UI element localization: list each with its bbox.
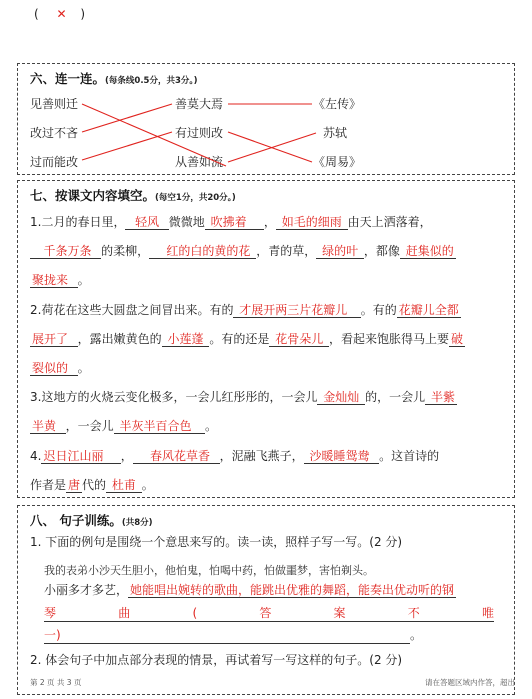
q7-1-line2: [30, 244, 456, 259]
q7-1-blank-7: [400, 244, 456, 259]
q8-1-answer-char-5: 不: [407, 606, 420, 620]
section-8-title: 八、 句子训练。: [30, 513, 122, 528]
q7-3-answer-3: 半灰半百合色: [119, 419, 192, 433]
q8-2-prompt: 2. 体会句子中加点部分表现的情景，再试着写一写这样的句子。(2 分): [30, 653, 403, 667]
q8-1-answer-end: 。: [410, 628, 423, 642]
q7-3-text-1: 3.这地方的火烧云变化极多，一会儿红彤彤的，一会儿: [30, 390, 318, 404]
q7-4-text-7: 。: [141, 478, 154, 492]
q7-4-line2: [30, 478, 154, 493]
q7-1-text-8: 。: [77, 273, 90, 287]
q7-1-blank-1: [125, 215, 168, 230]
q7-4-blank-3: [304, 449, 379, 464]
q8-1-answer-line2: [44, 606, 494, 622]
middle-item-2: 从善如流: [175, 155, 224, 169]
q7-2-text-3: ，露出嫩黄色的: [77, 332, 162, 346]
q7-1-answer-7b: 聚拢来: [32, 273, 69, 287]
q8-1-answer-line3: [44, 628, 422, 644]
q7-4-answer-4: 唐: [68, 478, 81, 492]
q7-4-line1: [30, 449, 439, 464]
match-line-6: [228, 133, 316, 162]
q7-1-answer-2: 吹拂着: [210, 215, 247, 229]
right-item-2: 《周易》: [313, 155, 362, 169]
matching-lines: [0, 0, 532, 180]
middle-item-1: 有过则改: [175, 126, 224, 140]
section-6-title: 六、连一连。: [30, 71, 106, 86]
q7-2-blank-5: [449, 332, 465, 347]
q7-4-blank-5: [106, 478, 142, 493]
q7-2-text-5: ，看起来饱胀得马上要: [329, 332, 450, 346]
q7-4-answer-1: 迟日江山丽: [43, 449, 104, 463]
q7-2-line1: [30, 303, 461, 318]
q7-4-text-1: 4.: [30, 449, 42, 463]
section-7-header: [30, 185, 236, 204]
q7-4-blank-2: [133, 449, 220, 464]
q8-1-example: 我的表弟小沙天生胆小，他怕鬼，怕喝中药，怕做噩梦，害怕剃头。: [44, 564, 374, 577]
q7-2-blank-2: [397, 303, 461, 318]
q7-1-answer-1: 轻风: [135, 215, 160, 229]
q7-3-answer-2: 半紫: [430, 390, 455, 404]
q8-1-answer-char-1: 曲: [118, 606, 131, 620]
q7-1-answer-6: 绿的叶: [322, 244, 359, 258]
left-item-1: 改过不吝: [30, 126, 79, 140]
q8-1-answer-text-1: 她能唱出婉转的歌曲，能跳出优雅的舞蹈，能奏出优动听的钢: [130, 583, 455, 597]
q7-3-line2: [30, 419, 217, 434]
section-7-title: 七、按课文内容填空。: [30, 188, 156, 203]
right-item-0: 《左传》: [313, 97, 362, 111]
q7-2-answer-4: 花骨朵儿: [275, 332, 324, 346]
wrong-mark: ✕: [56, 7, 67, 21]
right-item-1: 苏轼: [323, 126, 348, 140]
q7-2-answer-2b: 展开了: [32, 332, 69, 346]
q7-1-text-6: ，青的草，: [256, 244, 317, 258]
q7-2-text-2: 。有的: [360, 303, 397, 317]
q8-1-answer-prefix: 小丽多才多艺，: [44, 583, 129, 597]
paren-open: (: [34, 7, 39, 21]
q7-2-line2: [30, 332, 465, 347]
q7-3-blank-2: [425, 390, 457, 405]
q8-1-answer-line1: [44, 583, 456, 598]
q8-1-answer-char-6: 唯: [481, 606, 494, 620]
q7-1-answer-3: 如毛的细雨: [281, 215, 342, 229]
q7-4-answer-2: 春风花草香: [150, 449, 211, 463]
q7-1-blank-6: [316, 244, 364, 259]
q7-2-text-1: 2.荷花在这些大圆盘之间冒出来。有的: [30, 303, 234, 317]
q7-2-blank-2b: [30, 332, 78, 347]
q7-1-blank-5: [149, 244, 256, 259]
q8-1-answer-char-0: 琴: [44, 606, 57, 620]
q7-2-answer-3: 小莲蓬: [167, 332, 204, 346]
q7-1-text-3: ，: [263, 215, 276, 229]
q7-3-answer-1: 金灿灿: [323, 390, 360, 404]
q7-4-text-2: ，: [120, 449, 133, 463]
q8-1-answer-char-3: 答: [259, 606, 272, 620]
q7-1-line3: [30, 273, 90, 288]
q7-1-blank-2: [205, 215, 264, 230]
q7-2-line3: [30, 361, 90, 376]
q7-4-text-4: 。这首诗的: [379, 449, 440, 463]
q7-2-blank-1: [233, 303, 360, 318]
q7-1-answer-7: 赶集似的: [405, 244, 454, 258]
paren-close: ): [80, 7, 86, 21]
section-6-note: (每条线0.5分，共3分。): [105, 76, 198, 86]
q7-1-answer-4: 千条万条: [43, 244, 92, 258]
middle-item-0: 善莫大焉: [175, 97, 224, 111]
q7-3-line1: [30, 390, 457, 405]
q7-2-answer-5b: 裂似的: [32, 361, 69, 375]
q7-2-text-4: 。有的还是: [209, 332, 270, 346]
page-number: 第 2 页 共 3 页: [30, 678, 82, 687]
match-line-1: [82, 104, 226, 166]
q7-1-text-2: 微微地: [168, 215, 205, 229]
left-item-2: 过而能改: [30, 155, 79, 169]
q7-4-blank-1: [41, 449, 120, 464]
q7-3-blank-1: [317, 390, 365, 405]
q7-2-answer-1: 才展开两三片花瓣儿: [239, 303, 348, 317]
q7-2-blank-4: [269, 332, 329, 347]
q7-1-text-4: 由天上洒落着，: [347, 215, 432, 229]
q7-4-text-6: 代的: [82, 478, 107, 492]
q7-2-text-6: 。: [77, 361, 90, 375]
q7-1-blank-7b: [30, 273, 78, 288]
match-line-3: [82, 132, 172, 160]
q7-3-blank-2b: [30, 419, 66, 434]
section-8-note: (共8分): [121, 518, 153, 528]
q8-1-prompt: 1. 下面的例句是围绕一个意思来写的。读一读，照样子写一写。(2 分): [30, 535, 403, 549]
q7-1-answer-5: 红的白的黄的花: [166, 244, 251, 258]
q7-1-text-7: ，都像: [363, 244, 400, 258]
q7-2-blank-5b: [30, 361, 78, 376]
q8-1-answer-text-3: 一): [44, 628, 410, 644]
q7-3-answer-2b: 半黄: [32, 419, 57, 433]
q7-4-answer-3: 沙暖睡鸳鸯: [309, 449, 370, 463]
section-7-note: (每空1分，共20分。): [155, 193, 236, 203]
q7-4-answer-5: 杜甫: [111, 478, 136, 492]
section-8-header: [30, 510, 153, 529]
match-line-2: [82, 104, 172, 132]
q7-1-text-5: 的柔柳，: [101, 244, 150, 258]
q7-2-blank-3: [162, 332, 210, 347]
q7-4-text-3: ，泥融飞燕子，: [219, 449, 304, 463]
q7-4-text-5: 作者是: [30, 478, 67, 492]
q8-1-answer-char-4: 案: [333, 606, 346, 620]
q7-3-text-2: 的，一会儿: [365, 390, 426, 404]
q7-1-line1: [30, 215, 432, 230]
answer-area-notice: 请在答题区域内作答，超出: [425, 678, 515, 687]
left-item-0: 见善则迁: [30, 97, 79, 111]
q7-2-answer-2: 花瓣儿全都: [398, 303, 459, 317]
q7-3-text-4: 。: [204, 419, 217, 433]
q7-3-text-3: ，一会儿: [65, 419, 114, 433]
q7-1-blank-4: [30, 244, 101, 259]
q7-1-text-1: 1.二月的春日里，: [30, 215, 126, 229]
q8-1-answer-char-2: (: [192, 606, 198, 620]
q7-2-answer-5: 破: [451, 332, 464, 346]
q7-3-blank-3: [114, 419, 205, 434]
q7-1-blank-3: [276, 215, 348, 230]
